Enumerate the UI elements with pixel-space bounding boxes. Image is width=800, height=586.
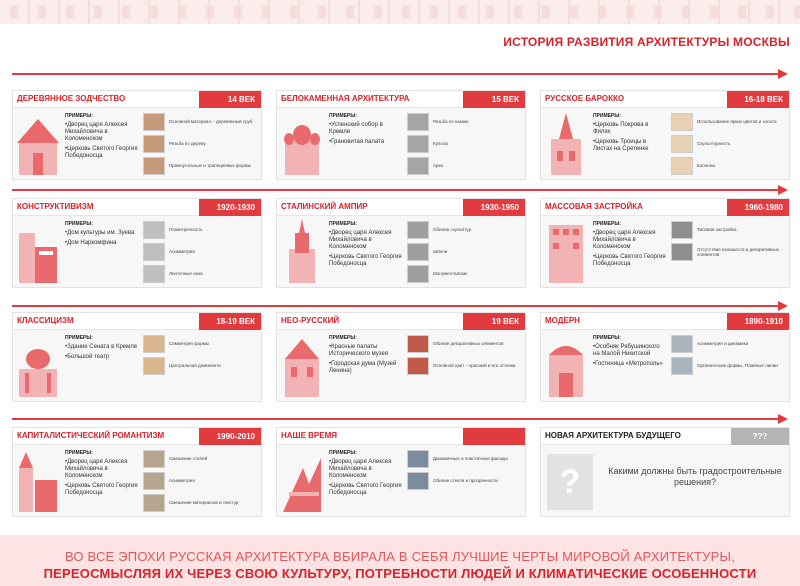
card-header — [541, 313, 789, 330]
feature-caption: Обилие скульптур — [433, 227, 472, 232]
example-item: •Дворец царя Алексея Михайловича в Коломенском — [65, 459, 128, 479]
style-card-wooden-architecture — [12, 90, 262, 180]
examples-list — [329, 122, 403, 149]
feature-photo — [671, 243, 693, 261]
timeline-arrow — [12, 416, 788, 422]
feature-list — [407, 448, 525, 492]
feature-photo — [407, 472, 429, 490]
style-card-white-stone-architecture — [276, 90, 526, 180]
card-header — [541, 428, 789, 445]
feature-row — [143, 155, 261, 176]
example-item: •Гостиница «Метрополь» — [593, 361, 663, 367]
feature-row — [671, 333, 789, 354]
feature-photo — [407, 157, 429, 175]
feature-photo — [407, 357, 429, 375]
feature-photo — [671, 157, 693, 175]
feature-caption: Геометричность — [169, 227, 203, 232]
example-item: •Церковь Святого Георгия Победоносца — [593, 254, 666, 267]
feature-row — [143, 448, 261, 469]
example-item: •Успенский собор в Кремле — [329, 122, 383, 135]
feature-caption: Центральная доминанта — [169, 363, 221, 368]
feature-photo — [671, 357, 693, 375]
era-badge: 16-18 ВЕК — [727, 91, 789, 108]
examples-list — [65, 459, 139, 500]
timeline-arrow — [12, 303, 788, 309]
examples-label: ПРИМЕРЫ: — [65, 221, 93, 227]
card-title: НОВАЯ АРХИТЕКТУРА БУДУЩЕГО — [545, 431, 681, 440]
feature-list — [143, 333, 261, 377]
style-name: КАПИТАЛИСТИЧЕСКИЙ РОМАНТИЗМ — [17, 431, 165, 440]
style-card-mass-development — [540, 198, 790, 288]
examples-list — [329, 230, 403, 271]
building-illustration — [543, 333, 589, 399]
feature-row — [407, 448, 525, 469]
style-name: МОДЕРН — [545, 316, 580, 325]
era-badge: 18-19 ВЕК — [199, 313, 261, 330]
feature-photo — [671, 221, 693, 239]
example-item: •Красные палаты Исторического музея — [329, 344, 389, 357]
timeline-arrow — [12, 187, 788, 193]
feature-caption: Асимметрия и динамика — [697, 341, 749, 346]
era-badge: 14 ВЕК — [199, 91, 261, 108]
feature-photo — [407, 243, 429, 261]
example-item: •Дворец царя Алексея Михайловича в Коломенском — [329, 230, 392, 250]
footer-line-2: ПЕРЕОСМЫСЛЯЯ ИХ ЧЕРЕЗ СВОЮ КУЛЬТУРУ, ПОТРЕБНОСТИ ЛЮДЕЙ И КЛИМАТИЧЕСКИЕ ОСОБЕННОСТИ — [43, 566, 757, 581]
era-badge: 1890-1910 — [727, 313, 789, 330]
examples-label: ПРИМЕРЫ: — [593, 221, 621, 227]
feature-caption: Использование ярких цветов и золота — [697, 119, 777, 124]
example-item: •Здание Сената в Кремле — [65, 344, 138, 350]
examples-label: ПРИМЕРЫ: — [593, 335, 621, 341]
feature-row — [407, 333, 525, 354]
feature-caption: Органические формы, Плавные линии — [697, 363, 778, 368]
style-card-modern — [540, 312, 790, 402]
feature-photo — [143, 472, 165, 490]
style-card-stalinist-empire — [276, 198, 526, 288]
example-item: •Грановитая палата — [329, 139, 385, 145]
feature-caption: Типовая застройка — [697, 227, 737, 232]
examples-label: ПРИМЕРЫ: — [65, 113, 93, 119]
era-badge: 1990-2010 — [199, 428, 261, 445]
style-name: СТАЛИНСКИЙ АМПИР — [281, 202, 368, 211]
building-illustration — [15, 219, 61, 285]
style-name: МАССОВАЯ ЗАСТРОЙКА — [545, 202, 643, 211]
card-header — [541, 199, 789, 216]
example-item: •Церковь Святого Георгия Победоносца — [65, 483, 138, 496]
example-item: •Дом культуры им. Зуева — [65, 230, 135, 236]
building-illustration — [15, 111, 61, 177]
feature-photo — [143, 494, 165, 512]
example-item: •Особняк Рябушинского на Малой Никитской — [593, 344, 660, 357]
feature-photo — [407, 113, 429, 131]
feature-photo — [143, 265, 165, 283]
card-header — [277, 313, 525, 330]
examples-label: ПРИМЕРЫ: — [329, 113, 357, 119]
feature-row — [407, 470, 525, 491]
feature-row — [407, 263, 525, 284]
feature-photo — [143, 335, 165, 353]
era-badge: ??? — [731, 428, 789, 445]
feature-photo — [407, 265, 429, 283]
feature-row — [407, 111, 525, 132]
feature-list — [143, 448, 261, 514]
feature-row — [407, 219, 525, 240]
feature-row — [671, 355, 789, 376]
example-item: •Церковь Святого Георгия Победоносца — [329, 254, 402, 267]
era-badge: 19 ВЕК — [463, 313, 525, 330]
feature-caption: Основной материал – деревянный сруб — [169, 119, 253, 124]
feature-caption: Арки — [433, 163, 443, 168]
question-mark-icon: ? — [547, 454, 593, 510]
feature-row — [143, 492, 261, 513]
card-header — [541, 91, 789, 108]
feature-list — [671, 219, 789, 263]
era-badge: 1920-1930 — [199, 199, 261, 216]
style-name: БЕЛОКАМЕННАЯ АРХИТЕКТУРА — [281, 94, 410, 103]
feature-photo — [407, 335, 429, 353]
feature-caption: Резьба по дереву — [169, 141, 206, 146]
card-header — [277, 199, 525, 216]
footer-banner — [0, 535, 800, 586]
style-card-capitalist-romanticism — [12, 427, 262, 517]
examples-list — [329, 459, 403, 500]
style-card-our-time — [276, 427, 526, 517]
feature-row — [407, 155, 525, 176]
footer-line-1: ВО ВСЕ ЭПОХИ РУССКАЯ АРХИТЕКТУРА ВБИРАЛА В СЕБЯ ЛУЧШИЕ ЧЕРТЫ МИРОВОЙ АРХИТЕКТУРЫ, — [64, 549, 736, 564]
style-card-russian-baroque — [540, 90, 790, 180]
style-name: НАШЕ ВРЕМЯ — [281, 431, 338, 440]
style-card-constructivism — [12, 198, 262, 288]
feature-row — [143, 133, 261, 154]
example-item: •Дворец царя Алексея Михайловича в Коломенском — [65, 122, 128, 142]
examples-label: ПРИМЕРЫ: — [65, 450, 93, 456]
feature-photo — [143, 243, 165, 261]
example-item: •Церковь Святого Георгия Победоносца — [329, 483, 402, 496]
examples-label: ПРИМЕРЫ: — [329, 221, 357, 227]
feature-caption: Скульптурность — [697, 141, 731, 146]
feature-photo — [671, 135, 693, 153]
style-name: РУССКОЕ БАРОККО — [545, 94, 625, 103]
feature-caption: Асимметрия — [169, 478, 195, 483]
feature-row — [671, 155, 789, 176]
card-header — [13, 91, 261, 108]
feature-photo — [143, 113, 165, 131]
feature-caption: Шпили — [433, 249, 448, 254]
feature-caption: Основной цвет – красный и его оттенки — [433, 363, 516, 368]
feature-row — [407, 241, 525, 262]
example-item: •Церковь Троицы в Листах на Сретенке — [593, 139, 649, 152]
example-item: •Дворец царя Алексея Михайловича в Коломенском — [593, 230, 656, 250]
feature-list — [407, 111, 525, 177]
card-header — [277, 91, 525, 108]
card-header — [277, 428, 525, 445]
feature-row — [407, 133, 525, 154]
feature-photo — [143, 135, 165, 153]
style-name: ДЕРЕВЯННОЕ ЗОДЧЕСТВО — [17, 94, 126, 103]
example-item: •Большой театр — [65, 354, 110, 360]
building-illustration — [279, 219, 325, 285]
era-badge: 1930-1950 — [463, 199, 525, 216]
feature-photo — [671, 113, 693, 131]
feature-caption: Ленточные окна — [169, 271, 203, 276]
building-illustration — [543, 219, 589, 285]
feature-photo — [407, 135, 429, 153]
examples-list — [593, 230, 667, 271]
examples-list — [329, 344, 403, 378]
card-header — [13, 199, 261, 216]
style-name: НЕО-РУССКИЙ — [281, 316, 340, 325]
examples-list — [65, 122, 139, 163]
feature-row — [407, 355, 525, 376]
feature-list — [407, 333, 525, 377]
examples-label: ПРИМЕРЫ: — [329, 450, 357, 456]
feature-caption: Монументализм — [433, 271, 467, 276]
feature-row — [671, 111, 789, 132]
era-badge: 1960-1980 — [727, 199, 789, 216]
style-name: КОНСТРУКТИВИЗМ — [17, 202, 94, 211]
style-card-classicism — [12, 312, 262, 402]
examples-list — [65, 344, 139, 364]
feature-caption: Динамичные и пластичные фасады — [433, 456, 508, 461]
feature-caption: Резьба по камню — [433, 119, 469, 124]
building-illustration — [279, 333, 325, 399]
feature-row — [143, 355, 261, 376]
card-header — [13, 313, 261, 330]
era-badge — [463, 428, 525, 445]
feature-photo — [143, 157, 165, 175]
examples-label: ПРИМЕРЫ: — [65, 335, 93, 341]
feature-caption: Купола — [433, 141, 448, 146]
feature-caption: Смешение стилей — [169, 456, 208, 461]
feature-row — [671, 133, 789, 154]
feature-photo — [671, 335, 693, 353]
feature-list — [143, 111, 261, 177]
feature-photo — [143, 357, 165, 375]
building-illustration — [279, 111, 325, 177]
feature-list — [407, 219, 525, 285]
future-question: Какими должны быть градостроительные решения? — [608, 466, 782, 487]
example-item: •Церковь Святого Георгия Победоносца — [65, 146, 138, 159]
style-name: КЛАССИЦИЗМ — [17, 316, 74, 325]
feature-photo — [407, 221, 429, 239]
building-illustration — [279, 448, 325, 514]
style-card-neo-russian — [276, 312, 526, 402]
feature-caption: Симметрия формы — [169, 341, 210, 346]
decorative-ornament-strip — [0, 0, 800, 24]
feature-caption: Прямоугольные и трапециевые формы — [169, 163, 252, 168]
feature-caption: Отсутствие излишеств и декоративных элементов — [697, 246, 779, 257]
feature-list — [143, 219, 261, 285]
feature-row — [143, 219, 261, 240]
feature-row — [671, 219, 789, 240]
feature-row — [143, 470, 261, 491]
feature-caption: Колонны — [697, 163, 716, 168]
era-badge: 15 ВЕК — [463, 91, 525, 108]
page-title: ИСТОРИЯ РАЗВИТИЯ АРХИТЕКТУРЫ МОСКВЫ — [503, 35, 790, 49]
building-illustration — [15, 448, 61, 514]
feature-photo — [143, 450, 165, 468]
example-item: •Дворец царя Алексея Михайловича в Коломенском — [329, 459, 392, 479]
feature-row — [671, 241, 789, 262]
example-item: •Дом Наркомфина — [65, 240, 117, 246]
examples-label: ПРИМЕРЫ: — [593, 113, 621, 119]
feature-list — [671, 111, 789, 177]
feature-row — [143, 241, 261, 262]
example-item: •Городская дума (Музей Ленина) — [329, 361, 397, 374]
card-header — [13, 428, 261, 445]
feature-list — [671, 333, 789, 377]
feature-row — [143, 263, 261, 284]
feature-row — [143, 111, 261, 132]
building-illustration — [543, 111, 589, 177]
building-illustration — [15, 333, 61, 399]
timeline-arrow — [12, 71, 788, 77]
examples-list — [593, 122, 667, 156]
feature-caption: Обилие стекла и прозрачности — [433, 478, 498, 483]
feature-row — [143, 333, 261, 354]
examples-list — [593, 344, 667, 371]
examples-label: ПРИМЕРЫ: — [329, 335, 357, 341]
examples-list — [65, 230, 139, 250]
feature-caption: Смешение материалов и текстур — [169, 500, 239, 505]
feature-caption: Обилие декоративных элементов — [433, 341, 504, 346]
feature-caption: Асимметрия — [169, 249, 195, 254]
feature-photo — [407, 450, 429, 468]
example-item: •Церковь Покрова в Филях — [593, 122, 649, 135]
feature-photo — [143, 221, 165, 239]
future-architecture-card — [540, 427, 790, 517]
